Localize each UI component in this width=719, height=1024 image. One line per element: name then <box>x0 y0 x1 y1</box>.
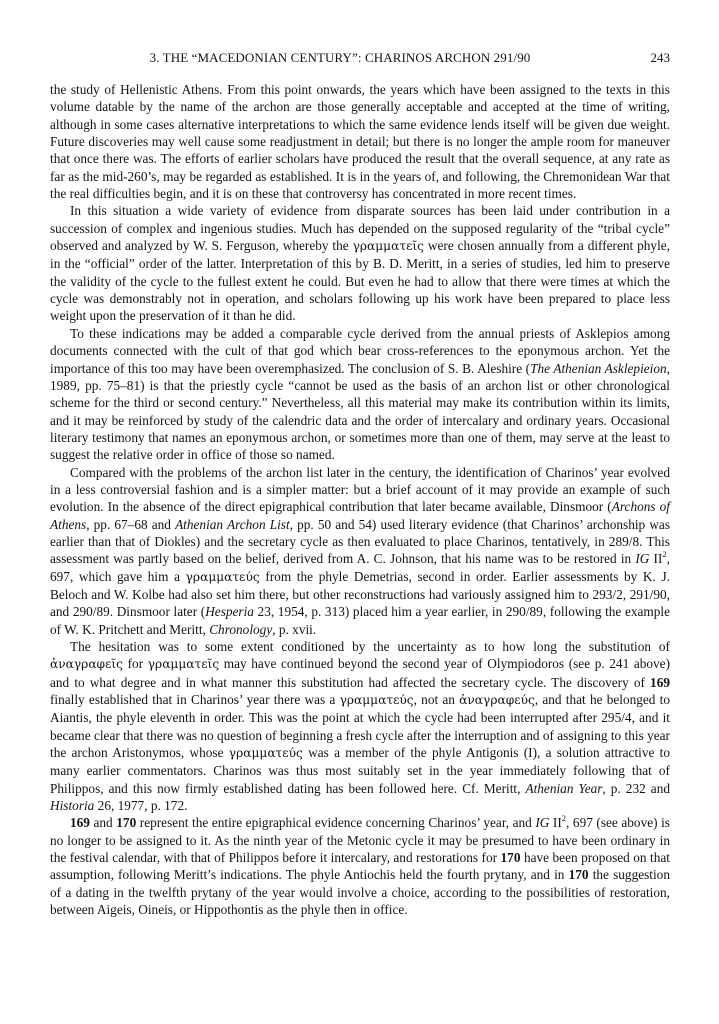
greek-word: γραμματεύς <box>185 569 260 584</box>
inscription-number: 169 <box>70 815 90 831</box>
text-run: may have continued beyond the second year of Olympiodoros (see p. 241 above) and to what degree and in what manner this substitution had affected the secretary cycle. The discovery of <box>50 656 671 690</box>
paragraph-3 <box>50 325 670 464</box>
italic-title: Chronology <box>209 621 273 637</box>
superscript: 2 <box>662 548 667 559</box>
italic-title: IG <box>635 551 650 567</box>
text-run: finally established that in Charinos’ year there was a <box>50 692 336 708</box>
inscription-number: 169 <box>650 674 670 690</box>
page-number: 243 <box>650 50 670 65</box>
greek-word: ἀναγραφεῖς <box>50 657 124 672</box>
text-run: the study of Hellenistic Athens. From this point onwards, the years which have been assigned to the texts in this volume datable by the name of the archon are those generally acceptable and accepted at the time of writing, although in some cases alternative interpretations to which the same evidence lends itself will be given due weight. Future discoveries may well cause some readjustment in detail; but there is no longer the ample room for maneuver that once there was. The efforts of earlier scholars have produced the result that the overall sequence, at any rate as far as the mid-260’s, may be regarded as established. It is in the years of, and following, the Chremonidean War that the real difficulties begin, and it is on these that controversy has concentrated in more recent times. <box>50 82 670 202</box>
text-run: , not an <box>413 692 455 708</box>
text-run: represent the entire epigraphical evidence concerning Charinos’ year, and <box>136 815 536 831</box>
text-run: Compared with the problems of the archon list later in the century, the identification of Charinos’ year evolved in a less controversial fashion and is a simpler matter: but a brief account of it may provide an example of such evolution. In the absence of the direct epigraphical contribution that later became available, Dinsmoor ( <box>50 464 670 515</box>
text-run: , p. 232 and <box>602 780 670 796</box>
text-run: , 1989, pp. 75–81) is that the priestly cycle “cannot be used as the basis of an archon list or other chronological scheme for the third or second century.” Nevertheless, all this material may make its contribution within its limits, and it may be reinforced by study of the calendric data and the order of intercalary and ordinary years. Occasional literary testimony that names an eponymous archon, or sometimes more than one of them, may serve at the least to suggest the relative order in office of those so named. <box>50 360 670 463</box>
text-run: The hesitation was to some extent conditioned by the uncertainty as to how long the substitution of <box>70 639 670 654</box>
text-run: 23, 1954, p. 313) placed him a year earlier, in 290/89, following the example of W. K. Pritchett and Meritt, <box>50 604 670 637</box>
body-text <box>50 81 670 919</box>
greek-word: γραμματεῖς <box>352 239 424 254</box>
text-run: and <box>89 815 117 831</box>
text-run: , 697, which gave him a <box>50 551 670 584</box>
italic-title: IG <box>535 815 550 831</box>
italic-title: Historia <box>50 798 95 814</box>
paragraph-1 <box>50 81 670 202</box>
inscription-number: 170 <box>500 850 521 866</box>
text-run: have been proposed on that assumption, following Meritt’s indications. The phyle Antiochis held the fourth prytany, and in <box>50 850 670 883</box>
inscription-number: 170 <box>116 815 137 831</box>
inscription-number: 170 <box>568 867 589 883</box>
text-run: were chosen annually from a different phyle, in the “official” order of the latter. Interpretation of this by B. D. Meritt, in a series of studies, led him to preserve the validity of the cycle to the fullest extent he could. But even he had to allow that there were times at which the cycle was demonstrably not in operation, and scholars following up his work have been prepared to place less weight upon the preservation of it than he did. <box>50 238 670 324</box>
text-run: II <box>649 551 663 567</box>
text-run: , pp. 50 and 54) used literary evidence (that Charinos’ archonship was earlier than that of Diokles) and the secretary cycle as then evaluated to place Charinos, tentatively, in 289/8. This assessment was partly based on the belief, derived from A. C. Johnson, that his name was to be restored in <box>50 516 670 567</box>
running-head <box>50 48 670 68</box>
italic-title: Hesperia <box>205 604 254 620</box>
text-run: , pp. 67–68 and <box>86 516 176 532</box>
italic-title: Athenian Year <box>525 780 603 796</box>
text-run: , 697 (see above) is no longer to be assigned to it. As the ninth year of the Metonic cycle it may be presumed to have been ordinary in the festival calendar, with that of Philippos before it intercalary, and restorations for <box>50 815 670 866</box>
italic-title: The Athenian Asklepieion <box>530 360 667 376</box>
text-run: , p. xvii. <box>272 621 317 637</box>
paragraph-2 <box>50 202 670 324</box>
greek-word: ἀναγραφεύς <box>459 693 535 708</box>
text-run: In this situation a wide variety of evidence from disparate sources has been laid under contribution in a succession of complex and ingenious studies. Much has depended on the supposed regularity of the “tribal cycle” observed and analyzed by W. S. Ferguson, whereby the <box>50 203 670 254</box>
text-run: was a member of the phyle Antigonis (I), a solution attractive to many earlier commentators. Charinos was thus most suitably set in the year immediately following that of Philippos, and this now firmly established dating has been followed here. Cf. Meritt, <box>50 745 671 796</box>
paragraph-5 <box>50 638 670 814</box>
greek-word: γραμματεῖς <box>147 657 220 672</box>
text-run: the suggestion of a dating in the twelfth prytany of the year would involve a choice, according to the possibilities of restoration, between Aigeis, Oineis, or Hippothontis as the phyle then in office. <box>50 867 670 918</box>
paragraph-4 <box>50 464 670 638</box>
running-head-title: 3. THE “MACEDONIAN CENTURY”: CHARINOS ARCHON 291/90 <box>149 50 531 65</box>
superscript: 2 <box>561 813 567 824</box>
italic-title: Athenian Archon List <box>175 516 290 532</box>
greek-word: γραμματεύς <box>228 746 303 761</box>
italic-title: Archons of Athens <box>50 499 671 532</box>
text-run: for <box>127 656 144 672</box>
text-run: II <box>549 815 562 831</box>
text-run: To these indications may be added a comparable cycle derived from the annual priests of Asklepios among documents connected with the cult of that god which bear cross-references to the eponymous archon. Yet the importance of this too may have been overemphasized. The conclusion of S. B. Aleshire ( <box>50 325 670 376</box>
greek-word: γραμματεύς <box>339 693 414 708</box>
text-run: , and that he belonged to Aiantis, the phyle eleventh in order. This was the point at which the cycle had been interrupted after 295/4, and it became clear that there was no question of beginning a fresh cycle after the interruption and of assigning to this year the archon Aristonymos, whose <box>50 692 671 761</box>
paragraph-6 <box>50 814 670 918</box>
text-run: from the phyle Demetrias, second in order. Earlier assessments by K. J. Beloch and W. Kolbe had also set him there, but other reconstructions had variously assigned him to 293/2, 291/90, and 290/89. Dinsmoor later ( <box>50 568 670 620</box>
text-run: 26, 1977, p. 172. <box>94 798 188 814</box>
